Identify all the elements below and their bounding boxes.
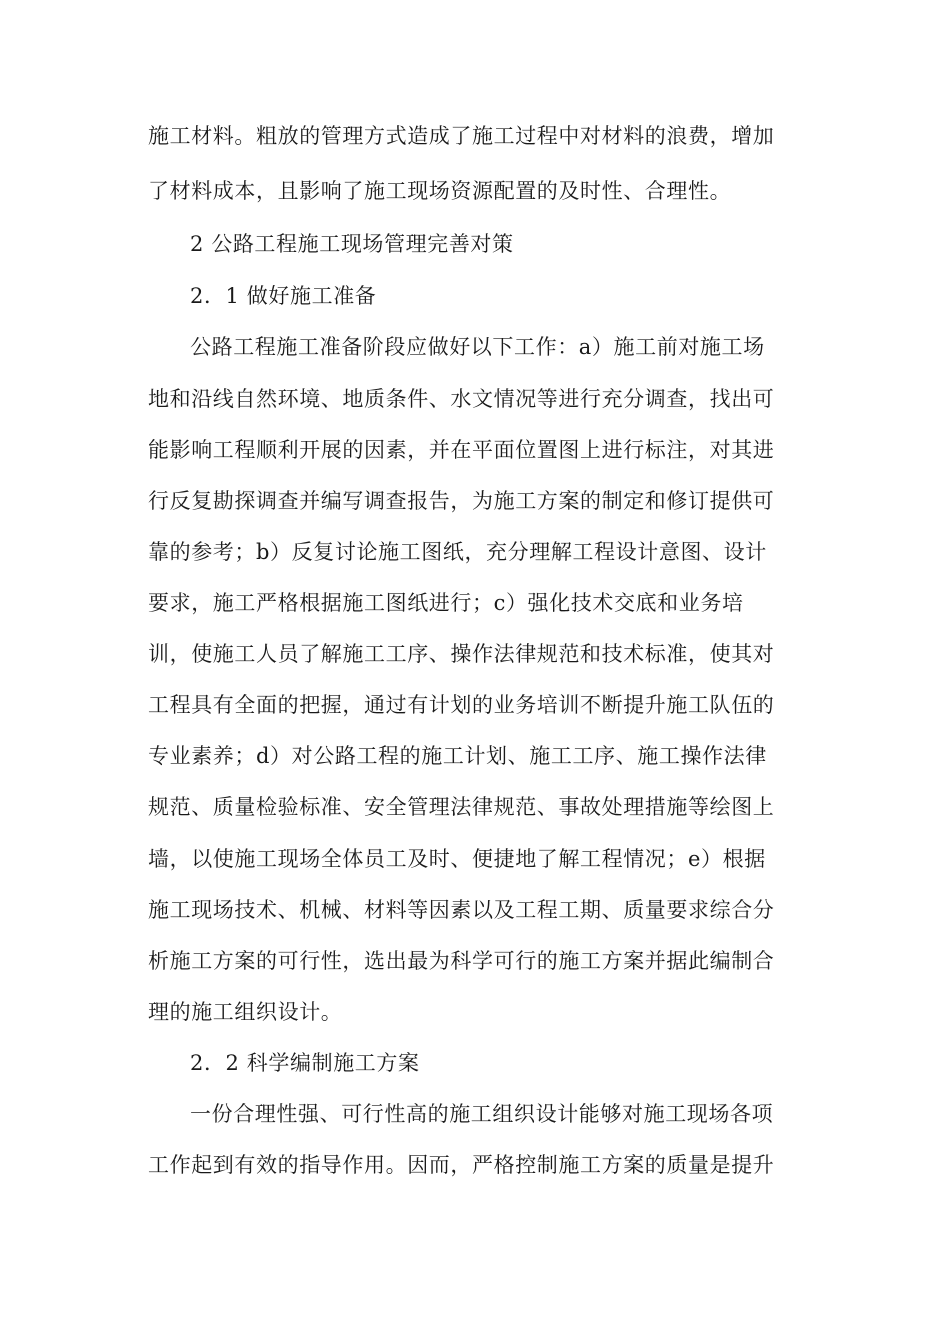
paragraph-line: 规范、质量检验标准、安全管理法律规范、事故处理措施等绘图上 xyxy=(148,795,775,819)
paragraph-line: 施工现场技术、机械、材料等因素以及工程工期、质量要求综合分 xyxy=(148,898,775,922)
paragraph-line: 能影响工程顺利开展的因素，并在平面位置图上进行标注，对其进 xyxy=(148,438,775,462)
subsection-heading: 2．1 做好施工准备 xyxy=(190,284,377,308)
paragraph-line: 地和沿线自然环境、地质条件、水文情况等进行充分调查，找出可 xyxy=(148,387,775,411)
paragraph-line: 工程具有全面的把握，通过有计划的业务培训不断提升施工队伍的 xyxy=(148,693,775,717)
paragraph-line: 一份合理性强、可行性高的施工组织设计能够对施工现场各项 xyxy=(190,1102,774,1126)
section-heading: 2 公路工程施工现场管理完善对策 xyxy=(190,232,514,256)
paragraph-line: 理的施工组织设计。 xyxy=(148,1000,343,1024)
paragraph-line: 专业素养；d）对公路工程的施工计划、施工工序、施工操作法律 xyxy=(148,744,767,768)
paragraph-line: 训，使施工人员了解施工工序、操作法律规范和技术标准，使其对 xyxy=(148,642,775,666)
paragraph-line: 墙，以使施工现场全体员工及时、便捷地了解工程情况；e）根据 xyxy=(148,847,766,871)
paragraph-line: 公路工程施工准备阶段应做好以下工作：a）施工前对施工场 xyxy=(190,335,765,359)
subsection-heading: 2．2 科学编制施工方案 xyxy=(190,1051,420,1075)
paragraph-line: 施工材料。粗放的管理方式造成了施工过程中对材料的浪费，增加 xyxy=(148,124,775,148)
paragraph-line: 工作起到有效的指导作用。因而，严格控制施工方案的质量是提升 xyxy=(148,1153,775,1177)
paragraph-line: 了材料成本，且影响了施工现场资源配置的及时性、合理性。 xyxy=(148,179,732,203)
paragraph-line: 行反复勘探调查并编写调查报告，为施工方案的制定和修订提供可 xyxy=(148,489,775,513)
paragraph-line: 要求，施工严格根据施工图纸进行；c）强化技术交底和业务培 xyxy=(148,591,744,615)
paragraph-line: 析施工方案的可行性，选出最为科学可行的施工方案并据此编制合 xyxy=(148,949,775,973)
paragraph-line: 靠的参考；b）反复讨论施工图纸，充分理解工程设计意图、设计 xyxy=(148,540,767,564)
